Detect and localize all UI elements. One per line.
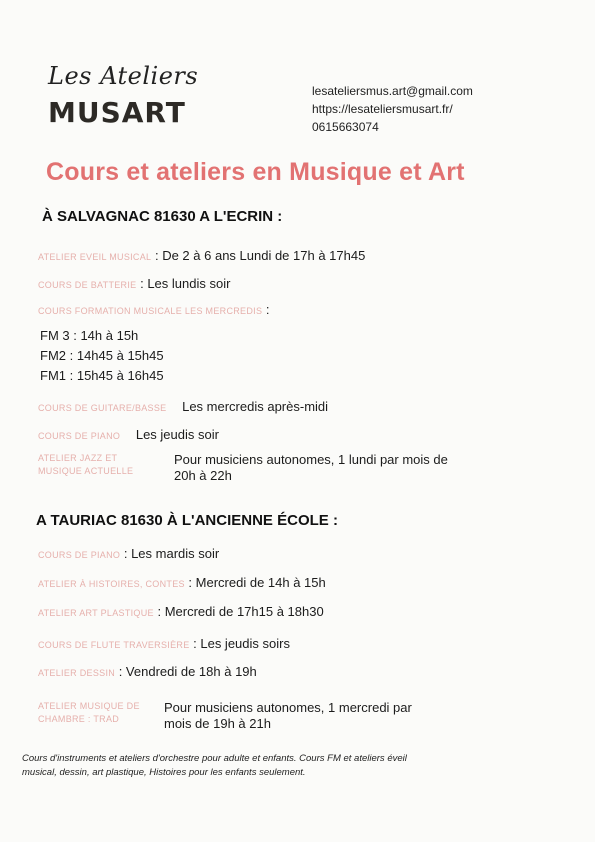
entry-batterie: COURS DE BATTERIE : Les lundis soir xyxy=(38,276,231,291)
entry-label: ATELIER JAZZ ET MUSIQUE ACTUELLE xyxy=(38,453,134,476)
logo-block-text: MUSART xyxy=(48,96,186,129)
entry-value: Pour musiciens autonomes, 1 lundi par mois de 20h à 22h xyxy=(174,452,448,483)
section-heading-tauriac: A TAURIAC 81630 À L'ANCIENNE ÉCOLE : xyxy=(36,512,338,529)
contact-phone: 0615663074 xyxy=(312,120,379,134)
fm1-schedule: FM1 : 15h45 à 16h45 xyxy=(40,368,164,383)
logo-script-text: Les Ateliers xyxy=(48,62,199,90)
entry-value: Vendredi de 18h à 19h xyxy=(125,664,257,679)
entry-label: COURS DE PIANO xyxy=(38,550,121,560)
contact-website[interactable]: https://lesateliersmusart.fr/ xyxy=(312,102,453,116)
contact-block xyxy=(312,82,473,136)
entry-value: Les lundis soir xyxy=(147,276,231,291)
entry-value: Les mardis soir xyxy=(131,546,220,561)
entry-value: Mercredi de 17h15 à 18h30 xyxy=(164,604,324,619)
entry-label: COURS FORMATION MUSICALE LES MERCREDIS xyxy=(38,306,263,316)
entry-label: COURS DE BATTERIE xyxy=(38,280,137,290)
footer-note: Cours d'instruments et ateliers d'orchestre pour adulte et enfants. Cours FM et ateliers éveil musical, dessin, art plastique, Histoires pour les enfants seulement. xyxy=(22,753,407,778)
entry-jazz xyxy=(38,452,558,488)
entry-flute: COURS DE FLUTE TRAVERSIÈRE : Les jeudis soirs xyxy=(38,636,290,651)
entry-value: Les jeudis soirs xyxy=(200,636,290,651)
entry-value: Pour musiciens autonomes, 1 mercredi par mois de 19h à 21h xyxy=(164,700,412,731)
entry-label: COURS DE GUITARE/BASSE xyxy=(38,403,167,413)
contact-email[interactable]: lesateliersmus.art@gmail.com xyxy=(312,84,473,98)
entry-label: ATELIER À HISTOIRES, CONTES xyxy=(38,579,185,589)
entry-musique-chambre xyxy=(38,700,558,736)
musart-logo xyxy=(48,62,208,142)
page-title: Cours et ateliers en Musique et Art xyxy=(46,158,465,186)
entry-label: ATELIER EVEIL MUSICAL xyxy=(38,252,152,262)
entry-eveil-musical: ATELIER EVEIL MUSICAL : De 2 à 6 ans Lundi de 17h à 17h45 xyxy=(38,248,366,263)
entry-guitare xyxy=(38,399,328,414)
entry-label: ATELIER ART PLASTIQUE xyxy=(38,608,154,618)
fm2-schedule: FM2 : 14h45 à 15h45 xyxy=(40,348,164,363)
entry-value: Les jeudis soir xyxy=(135,427,219,442)
section-heading-salvagnac: À SALVAGNAC 81630 A L'ECRIN : xyxy=(42,208,283,225)
entry-value: Mercredi de 14h à 15h xyxy=(195,575,326,590)
entry-value: De 2 à 6 ans Lundi de 17h à 17h45 xyxy=(162,248,366,263)
entry-piano-salvagnac xyxy=(38,427,219,442)
fm3-schedule: FM 3 : 14h à 15h xyxy=(40,328,139,343)
entry-label: COURS DE PIANO xyxy=(38,431,121,441)
entry-label: COURS DE FLUTE TRAVERSIÈRE xyxy=(38,640,190,650)
entry-dessin: ATELIER DESSIN : Vendredi de 18h à 19h xyxy=(38,664,257,679)
entry-histoires: ATELIER À HISTOIRES, CONTES : Mercredi de 14h à 15h xyxy=(38,575,326,590)
entry-label: ATELIER MUSIQUE DE CHAMBRE : TRAD xyxy=(38,701,140,724)
entry-formation-musicale: COURS FORMATION MUSICALE LES MERCREDIS : xyxy=(38,302,270,317)
entry-piano-tauriac: COURS DE PIANO : Les mardis soir xyxy=(38,546,220,561)
entry-value: Les mercredis après-midi xyxy=(182,399,329,414)
entry-label: ATELIER DESSIN xyxy=(38,668,116,678)
entry-art-plastique: ATELIER ART PLASTIQUE : Mercredi de 17h15 à 18h30 xyxy=(38,604,324,619)
